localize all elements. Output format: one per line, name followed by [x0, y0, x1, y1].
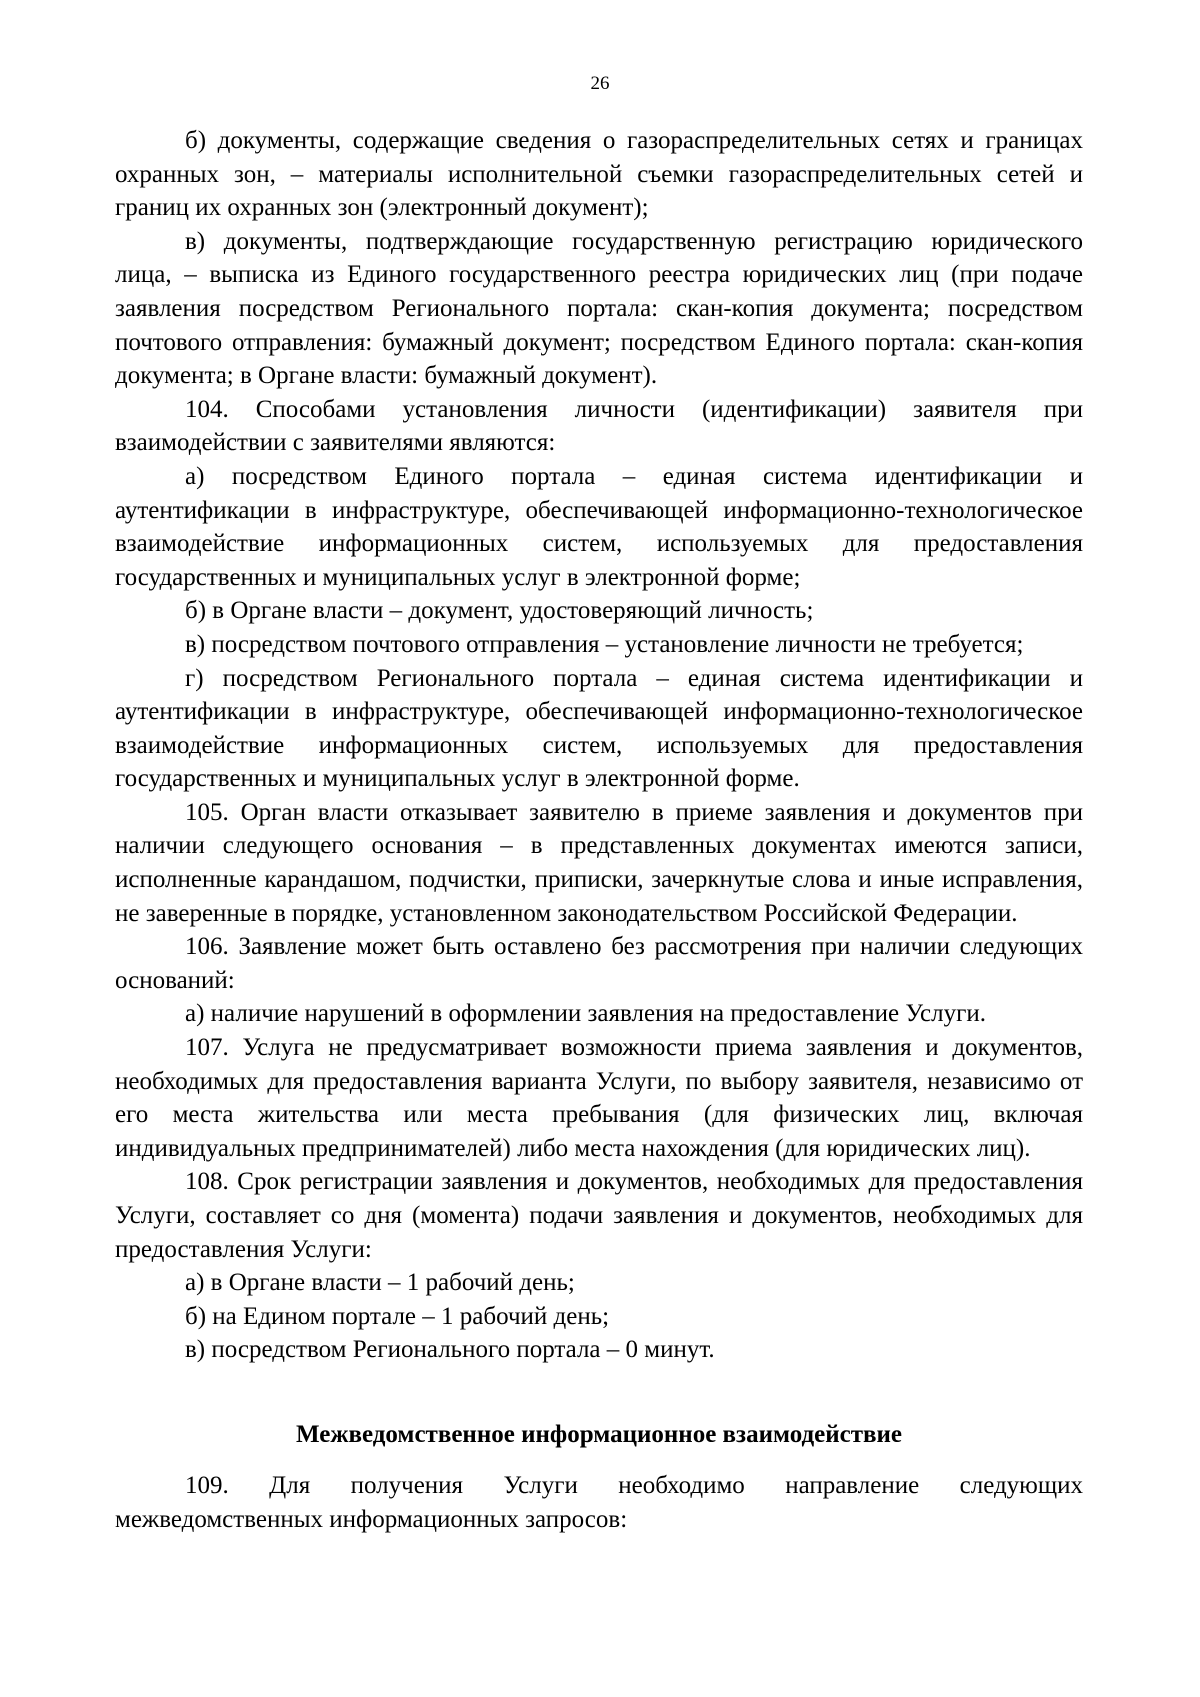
- section-heading: Межведомственное информационное взаимодействие: [296, 1420, 902, 1448]
- document-body: [115, 124, 1083, 1536]
- paragraph: 107. Услуга не предусматривает возможности приема заявления и документов, необходимых для предоставления варианта Услуги, по выбору заявителя, независимо от его места жительства или места пребывания (для физических лиц, включая индивидуальных предпринимателей) либо места нахождения (для юридических лиц).: [115, 1034, 1083, 1162]
- paragraph: 104. Способами установления личности (идентификации) заявителя при взаимодействии с заявителями являются:: [115, 395, 1083, 457]
- paragraph: 108. Срок регистрации заявления и документов, необходимых для предоставления Услуги, составляет со дня (момента) подачи заявления и документов, необходимых для предоставления Услуги:: [115, 1168, 1083, 1263]
- paragraph: 105. Орган власти отказывает заявителю в приеме заявления и документов при наличии следующего основания – в представленных документах имеются записи, исполненные карандашом, подчистки, приписки, зачеркнутые слова и иные исправления, не заверенные в порядке, установленном законодательством Российской Федерации.: [115, 798, 1083, 927]
- paragraph: б) на Едином портале – 1 рабочий день;: [185, 1302, 610, 1330]
- paragraph: 109. Для получения Услуги необходимо направление следующих межведомственных информационных запросов:: [115, 1471, 1083, 1533]
- paragraph: в) документы, подтверждающие государственную регистрацию юридического лица, – выписка из Единого государственного реестра юридических лиц (при подаче заявления посредством Регионального портала: скан-копия документа; посредством почтового отправления: бумажный документ; посредством Единого портала: скан-копия документа; в Органе власти: бумажный документ).: [115, 227, 1083, 390]
- paragraph: б) в Органе власти – документ, удостоверяющий личность;: [185, 597, 814, 625]
- paragraph: а) в Органе власти – 1 рабочий день;: [185, 1269, 575, 1297]
- page-number: 26: [590, 73, 610, 94]
- paragraph: г) посредством Регионального портала – единая система идентификации и аутентификации в инфраструктуре, обеспечивающей информационно-технологическое взаимодействие информационных систем, используемых для предоставления государственных и муниципальных услуг в электронной форме.: [115, 664, 1083, 793]
- paragraph: в) посредством Регионального портала – 0 минут.: [185, 1336, 715, 1364]
- paragraph: а) наличие нарушений в оформлении заявления на предоставление Услуги.: [185, 1000, 987, 1028]
- paragraph: в) посредством почтового отправления – установление личности не требуется;: [185, 630, 1024, 658]
- paragraph: а) посредством Единого портала – единая система идентификации и аутентификации в инфраструктуре, обеспечивающей информационно-технологическое взаимодействие информационных систем, используемых для предоставления государственных и муниципальных услуг в электронной форме;: [115, 462, 1083, 591]
- paragraph: 106. Заявление может быть оставлено без рассмотрения при наличии следующих оснований:: [115, 933, 1083, 994]
- paragraph: б) документы, содержащие сведения о газораспределительных сетях и границах охранных зон, – материалы исполнительной съемки газораспределительных сетей и границ их охранных зон (электронный документ);: [115, 127, 1083, 222]
